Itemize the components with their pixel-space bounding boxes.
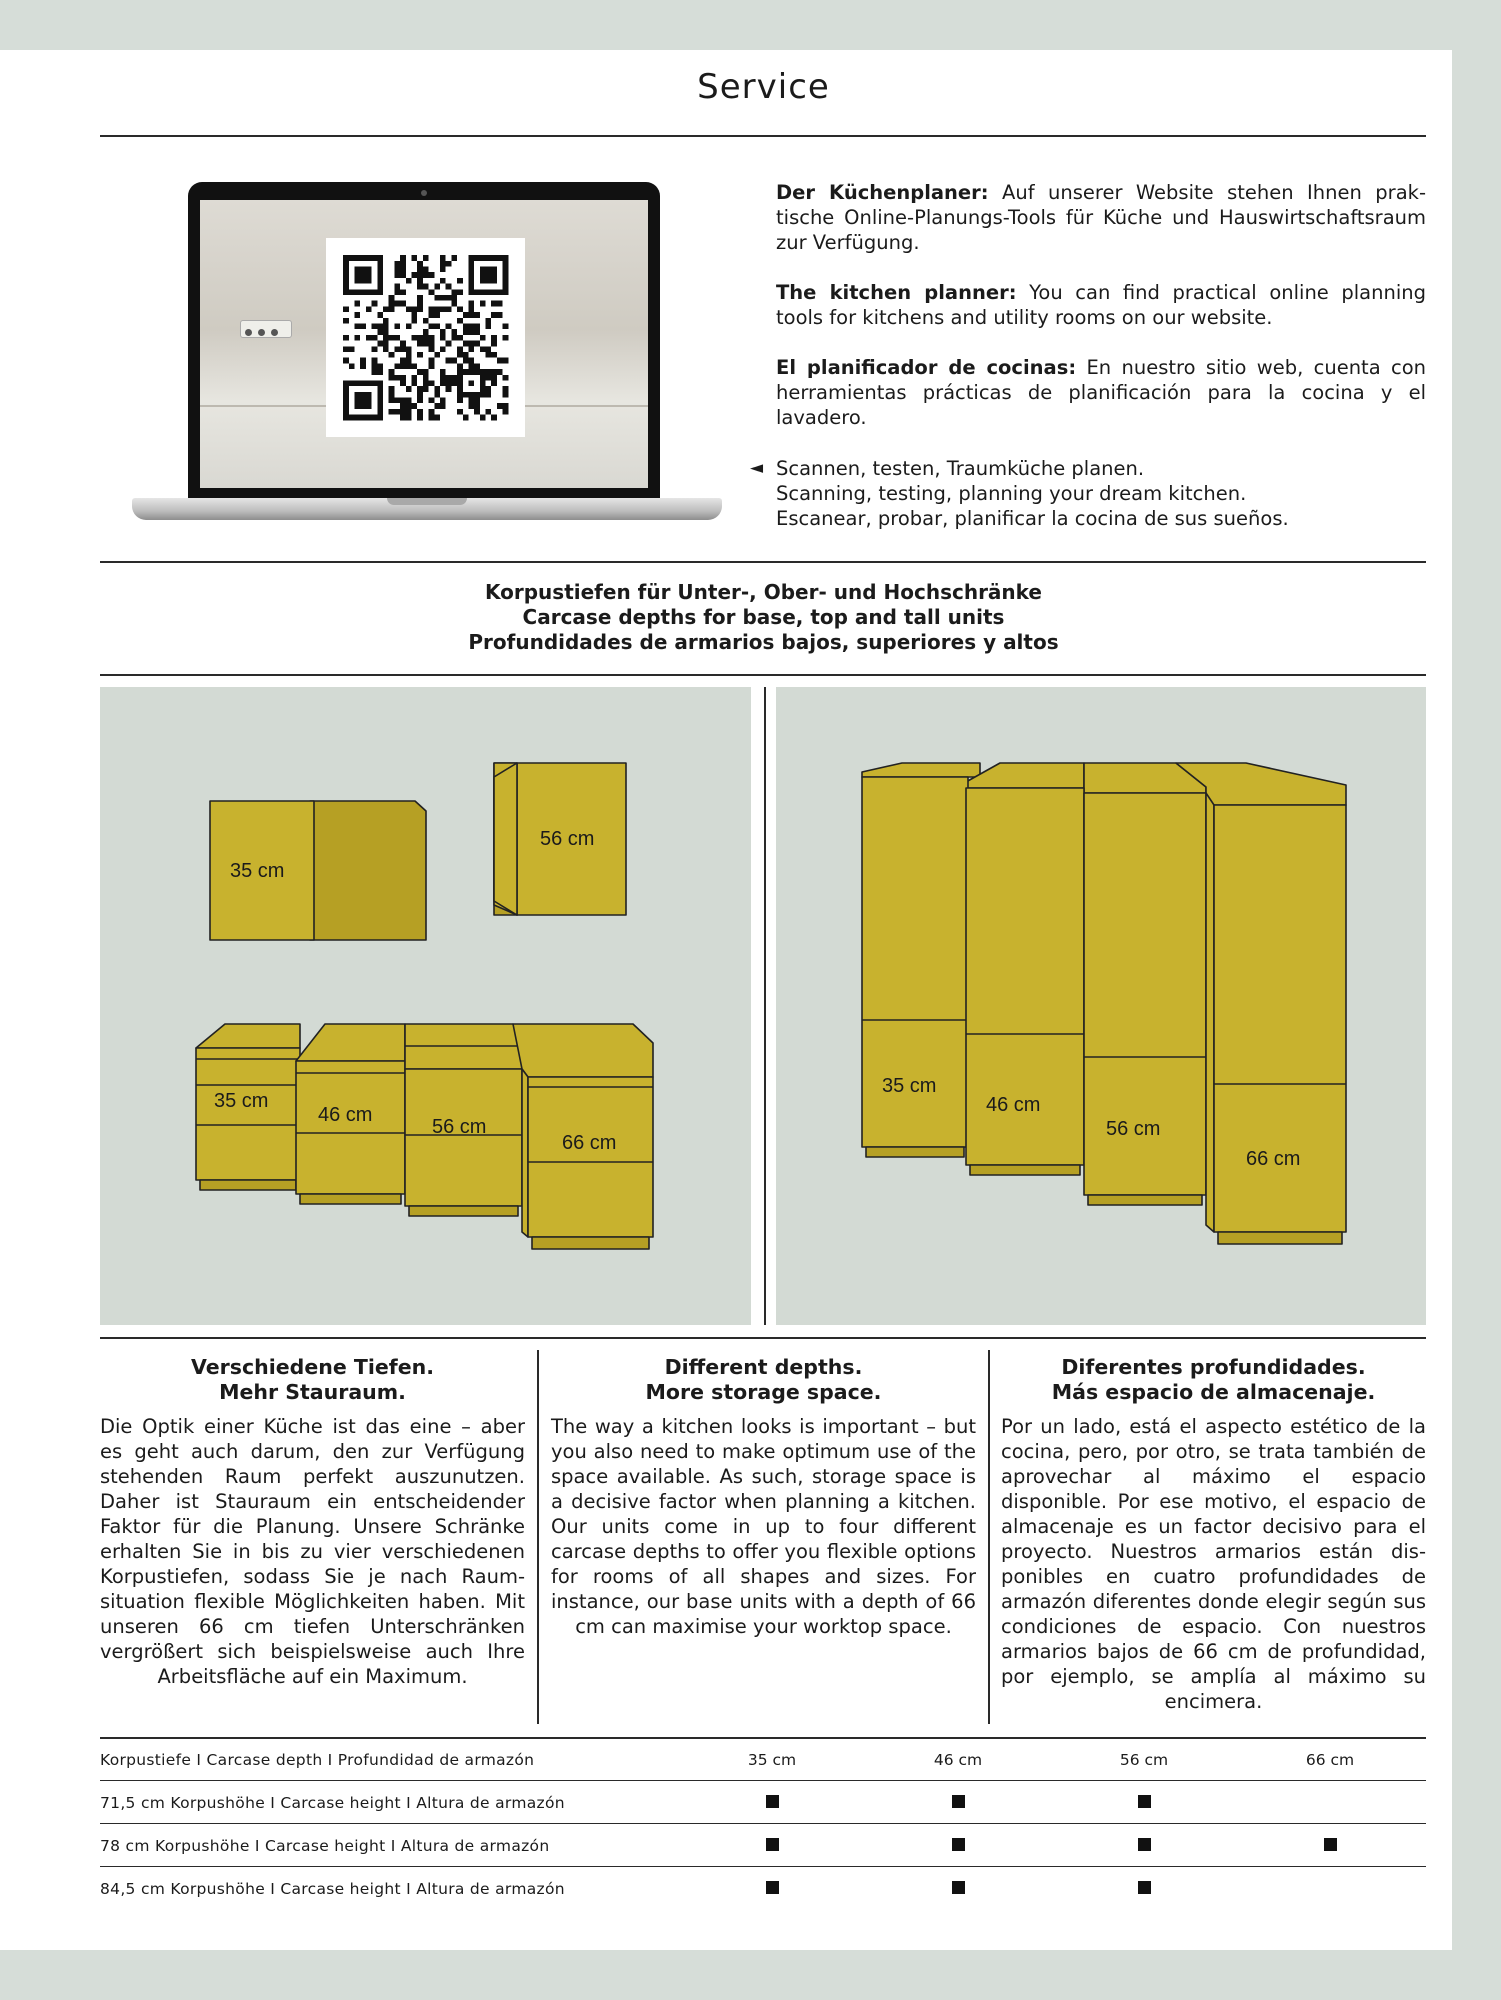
divider	[988, 1350, 990, 1724]
column-de	[100, 1355, 525, 1689]
divider	[100, 1337, 1426, 1339]
base-unit-35	[196, 1048, 300, 1180]
depths-heading: Korpustiefen für Unter-, Ober- und Hochschränke Carcase depths for base, top and tall units Profundidades de armarios bajos, superiores y altos	[468, 580, 1059, 654]
column-es-title: Diferentes profundidades. Más espacio de almacenaje.	[1051, 1355, 1376, 1404]
cabinet-depth-label: 66 cm	[562, 1132, 617, 1154]
cabinet-depth-label: 56 cm	[432, 1116, 487, 1138]
table-row	[100, 1867, 1426, 1910]
availability-marker	[918, 1880, 998, 1898]
scan-de: Scannen, testen, Traumküche planen.	[776, 457, 1145, 480]
availability-marker	[1104, 1837, 1184, 1855]
availability-marker	[1104, 1794, 1184, 1812]
base-unit-46	[296, 1061, 405, 1194]
table-header-label: Korpustiefe I Carcase depth I Profundidad de armazón	[100, 1751, 535, 1769]
column-de-title: Verschiedene Tiefen. Mehr Stauraum.	[191, 1355, 434, 1404]
qr-code[interactable]	[326, 238, 525, 437]
table-header-cell: 46 cm	[933, 1751, 983, 1769]
availability-marker	[1104, 1880, 1184, 1898]
table-header-cell: 66 cm	[1305, 1751, 1355, 1769]
planner-en: The kitchen planner: You can find practical online planning tools for kitchens and utility rooms on our website.	[776, 281, 1426, 329]
page-title: Service	[697, 67, 830, 107]
column-en-title: Different depths. More storage space.	[645, 1355, 882, 1404]
column-es	[1001, 1355, 1426, 1714]
scan-en: Scanning, testing, planning your dream kitchen.	[776, 482, 1247, 505]
cabinet-depth-label: 56 cm	[540, 828, 595, 850]
column-en-body: The way a kitchen looks is important – but you also need to make optimum use of the space available. As such, storage space is a decisive factor when planning a kitchen. Our units come in up to four different carcase depths to offer you flexible options for rooms of all shapes and sizes. For instance, our base units with a depth of 66 cm can maximise your worktop space.	[551, 1415, 976, 1638]
base-wall-units-illustration	[100, 687, 751, 1325]
cabinet-depth-label: 35 cm	[214, 1090, 269, 1112]
availability-marker	[918, 1794, 998, 1812]
arrow-left-icon: ◄	[750, 458, 764, 478]
tall-cabinet-depth-label: 66 cm	[1246, 1148, 1301, 1170]
tall-cabinet-depth-label: 56 cm	[1106, 1118, 1161, 1140]
base-unit-66	[528, 1077, 653, 1237]
wall-unit-35-side	[310, 801, 426, 940]
table-row	[100, 1824, 1426, 1867]
column-en	[551, 1355, 976, 1639]
column-es-body: Por un lado, está el aspecto estético de la cocina, pero, por otro, se trata también de aprovechar al máximo el espacio disponible. Por ese motivo, el espacio de almacenaje es un factor decisivo para el proyecto. Nuestros armarios están disponibles en cuatro profundidades de armazón diferentes donde elegir según sus condiciones de espacio. Con nuestros armarios bajos de 66 cm de profundidad, por ejemplo, se amplía al máximo su encimera.	[1001, 1415, 1426, 1713]
availability-marker	[918, 1837, 998, 1855]
depth-height-table	[100, 1738, 1426, 1910]
tall-cabinet-depth-label: 35 cm	[882, 1075, 937, 1097]
availability-marker	[732, 1837, 812, 1855]
scan-es: Escanear, probar, planificar la cocina de sus sueños.	[776, 507, 1289, 530]
tall-cabinet-depth-label: 46 cm	[986, 1094, 1041, 1116]
availability-marker	[1290, 1837, 1370, 1855]
table-header-cell: 35 cm	[747, 1751, 797, 1769]
tall-units-illustration	[776, 687, 1426, 1325]
table-row-label: 71,5 cm Korpushöhe I Carcase height I Altura de armazón	[100, 1794, 565, 1812]
table-row-label: 78 cm Korpushöhe I Carcase height I Altura de armazón	[100, 1837, 550, 1855]
scan-callout	[750, 456, 1430, 531]
camera-icon	[421, 190, 427, 196]
table-row-label: 84,5 cm Korpushöhe I Carcase height I Altura de armazón	[100, 1880, 565, 1898]
socket-icon	[240, 320, 292, 338]
divider	[100, 135, 1426, 137]
divider	[100, 561, 1426, 563]
divider	[100, 674, 1426, 676]
table-header-cell: 56 cm	[1119, 1751, 1169, 1769]
cabinet-depth-label: 35 cm	[230, 860, 285, 882]
column-de-body: Die Optik einer Küche ist das eine – aber es geht auch darum, den zur Verfügung stehenden Raum perfekt auszunutzen. Daher ist Stauraum ein entscheidender Faktor für die Planung. Unsere Schränke erhalten Sie in bis zu vier verschiedenen Korpustiefen, sodass Sie je nach Raumsituation flexible Möglichkeiten haben. Mit unseren 66 cm tiefen Unterschränken vergrößert sich beispielsweise auch Ihre Arbeitsfläche auf ein Maximum.	[100, 1415, 525, 1688]
availability-marker	[732, 1794, 812, 1812]
table-header-row	[100, 1738, 1426, 1781]
availability-marker	[732, 1880, 812, 1898]
cabinet-depth-label: 46 cm	[318, 1104, 373, 1126]
divider	[764, 687, 766, 1325]
planner-es: El planificador de cocinas: En nuestro sitio web, cuenta con herramientas prácticas de planificación para la cocina y el lavadero.	[776, 356, 1426, 429]
divider	[537, 1350, 539, 1724]
planner-intro	[776, 180, 1426, 455]
planner-de: Der Küchenplaner: Auf unserer Website stehen Ihnen praktische Online-Planungs-Tools für Küche und Hauswirtschaftsraum zur Verfügung.	[776, 181, 1426, 254]
table-row	[100, 1781, 1426, 1824]
